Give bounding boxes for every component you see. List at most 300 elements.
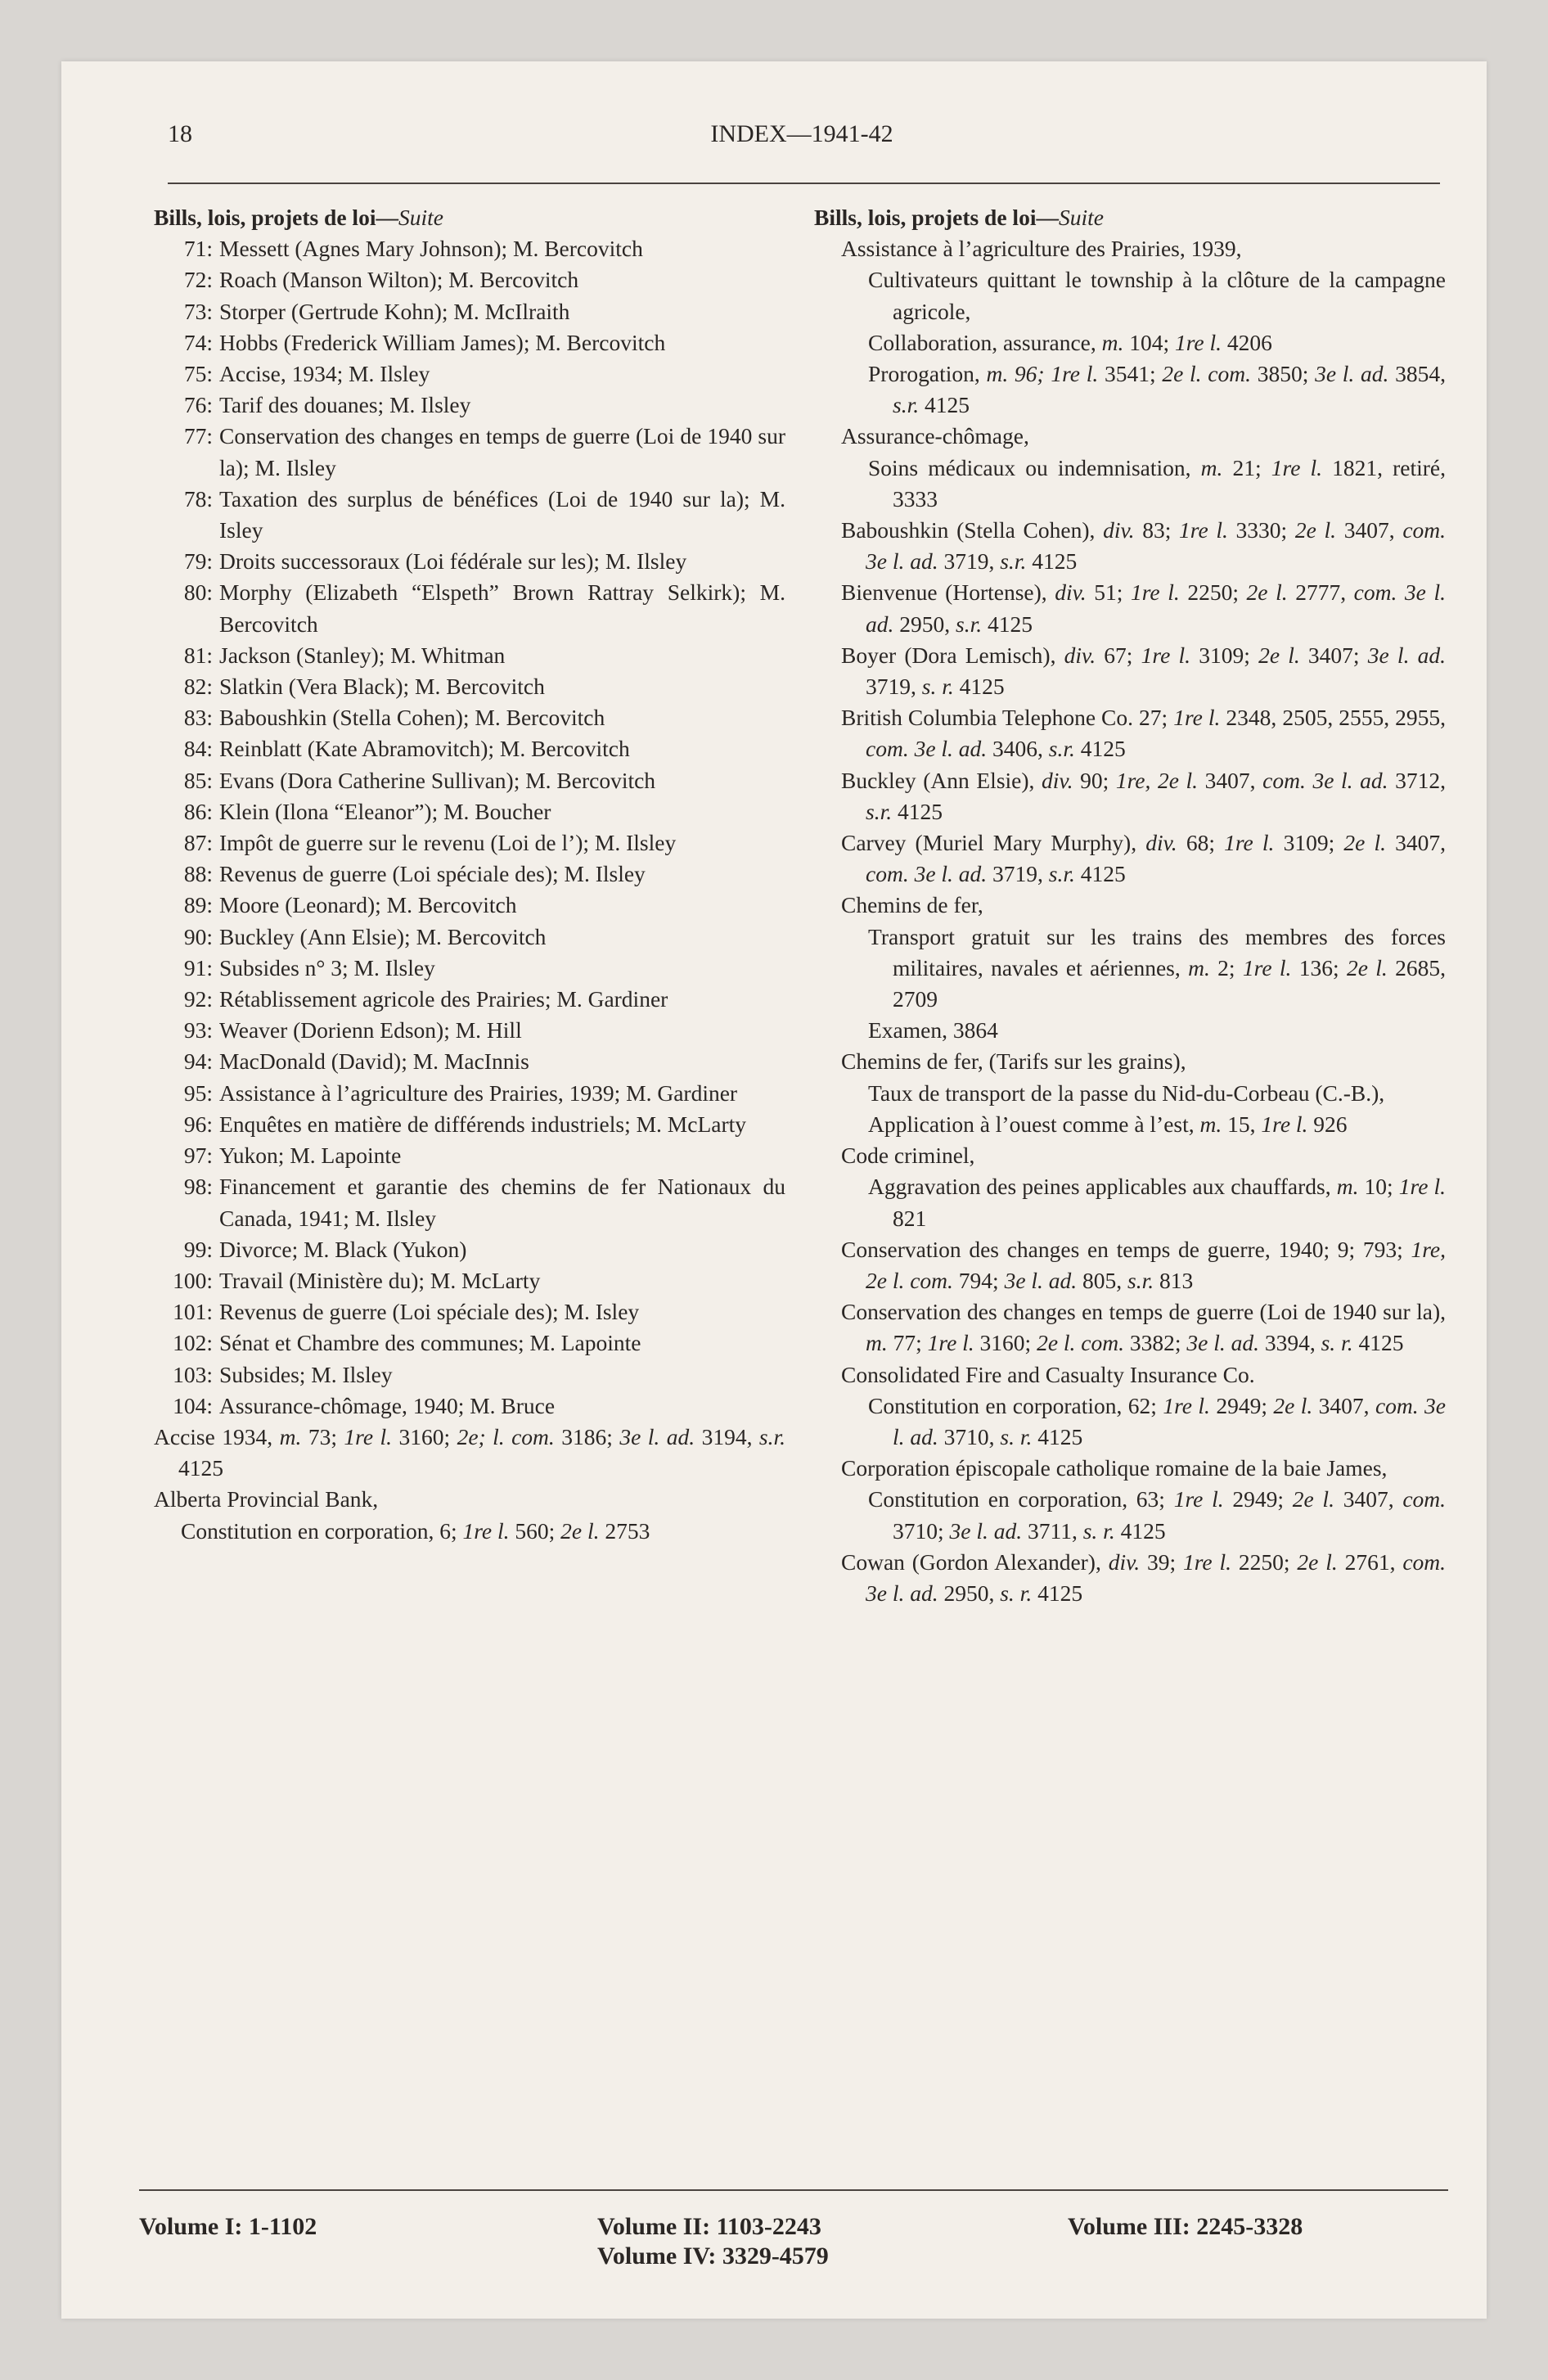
entry-text: 813	[1154, 1267, 1194, 1293]
entry-text: 3719,	[987, 861, 1049, 887]
entry-abbrev: 2e l.	[1343, 830, 1387, 856]
bill-title: Roach (Manson Wilton); M. Bercovitch	[219, 267, 579, 293]
entry-text: 2;	[1209, 954, 1243, 980]
entry-abbrev: 3e l. ad.	[1367, 642, 1447, 668]
entry-abbrev: 2e l.	[1246, 579, 1288, 606]
entry-abbrev: 2e l.	[1273, 1392, 1313, 1418]
bill-title: Subsides n° 3; M. Ilsley	[219, 954, 435, 980]
volume-4-range: Volume IV: 3329-4579	[597, 2243, 829, 2270]
entry-abbrev: s.r.	[956, 611, 983, 637]
bill-number: 72:	[183, 267, 213, 293]
index-entry	[868, 327, 1446, 358]
volume-1-range: Volume I: 1-1102	[139, 2213, 317, 2240]
entry-text: 3711,	[1022, 1517, 1083, 1544]
bill-entry	[154, 796, 785, 827]
index-entry	[841, 1453, 1446, 1484]
entry-abbrev: 2e l.	[1292, 1486, 1334, 1512]
bill-number: 95:	[183, 1080, 213, 1106]
entry-text: Assistance à l’agriculture des Prairies, 1939,	[841, 236, 1242, 262]
bill-title: Messett (Agnes Mary Johnson); M. Bercovitch	[219, 236, 643, 262]
bill-entry	[154, 859, 785, 890]
bill-title: Financement et garantie des chemins de fer Nationaux du Canada, 1941; M. Ilsley	[219, 1174, 785, 1231]
bill-entry	[154, 1109, 785, 1140]
entry-text: 2685, 2709	[893, 954, 1447, 1012]
bill-title: Slatkin (Vera Black); M. Bercovitch	[219, 674, 545, 700]
entry-abbrev: 1re l.	[927, 1330, 974, 1356]
bill-title: Reinblatt (Kate Abramovitch); M. Bercovitch	[219, 736, 630, 762]
bill-title: Enquêtes en matière de différends industriels; M. McLarty	[219, 1111, 747, 1137]
entry-abbrev: 3e l. ad.	[1315, 361, 1389, 387]
index-entry	[841, 640, 1446, 702]
bill-title: Jackson (Stanley); M. Whitman	[219, 642, 506, 668]
bill-title: MacDonald (David); M. MacInnis	[219, 1048, 529, 1075]
entry-text: 805,	[1077, 1267, 1128, 1293]
right-entry-list	[814, 233, 1446, 1609]
bill-number: 79:	[183, 548, 213, 575]
entry-text: Consolidated Fire and Casualty Insurance Co.	[841, 1361, 1255, 1387]
heading-suite: Suite	[1058, 205, 1104, 230]
index-entry	[841, 1296, 1446, 1359]
index-entry	[868, 1391, 1446, 1453]
bill-number: 90:	[183, 923, 213, 949]
heading-text: Bills, lois, projets de loi—	[814, 205, 1059, 230]
entry-text: 4125	[1074, 736, 1126, 762]
page-number: 18	[168, 120, 192, 147]
entry-abbrev: 1re l.	[1242, 954, 1292, 980]
bill-number: 98:	[183, 1174, 213, 1200]
index-entry	[868, 264, 1446, 327]
entry-text: 4125	[892, 798, 943, 824]
bill-number: 75:	[183, 361, 213, 387]
entry-text: 560;	[509, 1517, 561, 1544]
bill-number: 97:	[183, 1143, 213, 1169]
entry-abbrev: 1re l.	[1261, 1111, 1308, 1137]
entry-text: 4125	[982, 611, 1033, 637]
entry-abbrev: 3e l. ad.	[1004, 1267, 1078, 1293]
entry-text: 821	[893, 1205, 927, 1231]
entry-text: Chemins de fer,	[841, 892, 983, 918]
bill-number: 87:	[183, 830, 213, 856]
bill-entry	[154, 765, 785, 796]
entry-text: Assurance-chômage,	[841, 423, 1029, 449]
index-entry	[868, 1015, 1446, 1046]
entry-text: 3407,	[1386, 830, 1447, 856]
bill-number: 102:	[173, 1330, 213, 1356]
entry-abbrev: 1re l.	[1183, 1548, 1232, 1575]
bill-number: 103:	[173, 1361, 213, 1387]
entry-text: 3710;	[893, 1517, 950, 1544]
entry-abbrev: m.	[1200, 454, 1223, 480]
entry-text: 4125	[1114, 1517, 1166, 1544]
entry-text: 2777,	[1287, 579, 1354, 606]
index-entry	[868, 922, 1446, 1016]
entry-abbrev: s. r.	[1000, 1580, 1033, 1606]
entry-abbrev: 1re l.	[1271, 454, 1323, 480]
bill-number: 96:	[183, 1111, 213, 1137]
bill-title: Conservation des changes en temps de guerre (Loi de 1940 sur la); M. Ilsley	[219, 423, 785, 480]
bill-title: Moore (Leonard); M. Bercovitch	[219, 892, 517, 918]
entry-text: 21;	[1222, 454, 1271, 480]
entry-text: Alberta Provincial Bank,	[154, 1486, 379, 1512]
entry-text: British Columbia Telephone Co. 27;	[841, 705, 1174, 731]
entry-abbrev: s.r.	[1048, 736, 1075, 762]
entry-text: 3407,	[1334, 1486, 1403, 1512]
index-entry	[841, 1359, 1446, 1391]
bill-title: Rétablissement agricole des Prairies; M. Gardiner	[219, 986, 668, 1012]
entry-abbrev: m.	[1188, 954, 1210, 980]
bill-title: Tarif des douanes; M. Ilsley	[219, 392, 471, 418]
entry-abbrev: 2e l.	[1347, 954, 1388, 980]
entry-abbrev: s.r.	[893, 392, 920, 418]
left-column	[154, 202, 785, 1547]
bill-number: 74:	[183, 329, 213, 355]
index-entry	[841, 1547, 1446, 1609]
entry-text: 3406,	[987, 736, 1049, 762]
entry-abbrev: 2e l. com.	[1037, 1330, 1124, 1356]
bill-number: 86:	[183, 798, 213, 824]
entry-abbrev: 1re l.	[1173, 1486, 1224, 1512]
entry-text: 3719,	[866, 674, 922, 700]
bill-entry	[154, 1171, 785, 1233]
entry-text: 3407,	[1336, 517, 1403, 543]
bill-number: 85:	[183, 767, 213, 793]
entry-text: Examen, 3864	[868, 1017, 998, 1044]
entry-abbrev: s. r.	[1000, 1423, 1033, 1449]
entry-abbrev: s.r.	[1127, 1267, 1154, 1293]
bill-number: 83:	[183, 705, 213, 731]
entry-text: 15,	[1222, 1111, 1262, 1137]
entry-abbrev: com. 3e l. ad.	[866, 517, 1447, 575]
bill-number: 80:	[183, 579, 213, 606]
entry-text: 4125	[1032, 1423, 1083, 1449]
entry-abbrev: div.	[1064, 642, 1096, 668]
entry-abbrev: div.	[1055, 579, 1087, 606]
entry-text: Conservation des changes en temps de guerre, 1940; 9; 793;	[841, 1236, 1411, 1262]
entry-text: 2949;	[1223, 1486, 1293, 1512]
entry-text: 4125	[1074, 861, 1126, 887]
bill-number: 84:	[183, 736, 213, 762]
entry-abbrev: com.	[1402, 1486, 1447, 1512]
entry-text: 10;	[1358, 1174, 1399, 1200]
entry-text: Baboushkin (Stella Cohen),	[841, 517, 1104, 543]
entry-text: 3719,	[938, 548, 1001, 575]
bill-entry	[154, 1140, 785, 1171]
bill-entry	[154, 1046, 785, 1077]
bill-entry	[154, 264, 785, 295]
entry-text: Accise 1934,	[154, 1423, 280, 1449]
bill-number: 100:	[173, 1267, 213, 1293]
entry-text: 83;	[1134, 517, 1180, 543]
bill-entry	[154, 1327, 785, 1359]
entry-text: Prorogation,	[868, 361, 987, 387]
entry-text: 39;	[1140, 1548, 1183, 1575]
bill-number: 101:	[173, 1299, 213, 1325]
bill-title: Assurance-chômage, 1940; M. Bruce	[219, 1392, 556, 1418]
bill-number: 71:	[183, 236, 213, 262]
entry-abbrev: m.	[866, 1330, 888, 1356]
entry-abbrev: 1re l.	[1163, 1392, 1210, 1418]
bill-number: 89:	[183, 892, 213, 918]
bill-entry	[154, 1391, 785, 1422]
bill-number: 99:	[183, 1236, 213, 1262]
bill-entry	[154, 327, 785, 358]
entry-text: 4125	[178, 1455, 223, 1481]
entry-text: 4206	[1222, 329, 1272, 355]
entry-text: Bienvenue (Hortense),	[841, 579, 1055, 606]
bill-entry	[154, 702, 785, 733]
entry-abbrev: div.	[1145, 830, 1177, 856]
index-entry	[841, 233, 1446, 264]
entry-text: 3854,	[1388, 361, 1447, 387]
index-entry	[841, 1234, 1446, 1296]
entry-abbrev: 2e; l. com.	[457, 1423, 555, 1449]
entry-abbrev: 3e l. ad.	[949, 1517, 1023, 1544]
bill-entry	[154, 1359, 785, 1391]
entry-text: Constitution en corporation, 63;	[868, 1486, 1174, 1512]
entry-text: 926	[1307, 1111, 1348, 1137]
bill-entry	[154, 358, 785, 390]
bill-number: 92:	[183, 986, 213, 1012]
entry-text: Carvey (Muriel Mary Murphy),	[841, 830, 1146, 856]
bill-entry	[154, 1078, 785, 1109]
entry-abbrev: com. 3e l. ad.	[866, 861, 988, 887]
index-entry	[841, 1046, 1446, 1077]
volume-2-range: Volume II: 1103-2243	[597, 2213, 821, 2240]
bill-number: 78:	[183, 485, 213, 512]
entry-text: 77;	[887, 1330, 928, 1356]
bill-title: Accise, 1934; M. Ilsley	[219, 361, 430, 387]
bill-title: Travail (Ministère du); M. McLarty	[219, 1267, 541, 1293]
heading-text: Bills, lois, projets de loi—	[154, 205, 398, 230]
index-entry	[868, 1171, 1446, 1233]
entry-abbrev: s.r.	[866, 798, 893, 824]
bill-title: Assistance à l’agriculture des Prairies, 1939; M. Gardiner	[219, 1080, 738, 1106]
volume-3-range: Volume III: 2245-3328	[1068, 2213, 1303, 2240]
entry-text: Corporation épiscopale catholique romaine de la baie James,	[841, 1455, 1388, 1481]
entry-abbrev: 2e l. com.	[1162, 361, 1251, 387]
entry-text: 2950,	[938, 1580, 1001, 1606]
entry-text: Cowan (Gordon Alexander),	[841, 1548, 1109, 1575]
bill-number: 94:	[183, 1048, 213, 1075]
entry-text: Soins médicaux ou indemnisation,	[868, 454, 1201, 480]
bill-number: 81:	[183, 642, 213, 668]
entry-text: 3160;	[974, 1330, 1037, 1356]
entry-text: 3109;	[1190, 642, 1259, 668]
bill-entry	[154, 421, 785, 483]
entry-abbrev: 1re l.	[1179, 517, 1228, 543]
bill-entry	[154, 577, 785, 639]
index-entry	[841, 515, 1446, 577]
bill-entry	[154, 1234, 785, 1265]
entry-abbrev: s.r.	[1048, 861, 1075, 887]
bill-number: 76:	[183, 392, 213, 418]
entry-abbrev: com. 3e l. ad.	[1262, 767, 1388, 793]
entry-text: 3407;	[1299, 642, 1368, 668]
bill-list	[154, 233, 785, 1422]
bill-title: Baboushkin (Stella Cohen); M. Bercovitch	[219, 705, 605, 731]
bill-entry	[154, 827, 785, 859]
index-entry	[841, 1140, 1446, 1171]
bill-entry	[154, 890, 785, 921]
entry-abbrev: s.r.	[1000, 548, 1027, 575]
entry-text: Buckley (Ann Elsie),	[841, 767, 1042, 793]
bill-title: Yukon; M. Lapointe	[219, 1143, 402, 1169]
index-entry	[841, 765, 1446, 827]
bill-title: Storper (Gertrude Kohn); M. McIlraith	[219, 298, 570, 324]
entry-text: 3394,	[1258, 1330, 1321, 1356]
entry-abbrev: 1re l.	[1141, 642, 1191, 668]
bill-title: Weaver (Dorienn Edson); M. Hill	[219, 1017, 522, 1044]
entry-text: Conservation des changes en temps de guerre (Loi de 1940 sur la),	[841, 1299, 1446, 1325]
index-entry	[154, 1422, 785, 1484]
index-entry	[841, 827, 1446, 890]
entry-text: 3330;	[1227, 517, 1295, 543]
entry-text: 2250;	[1231, 1548, 1298, 1575]
left-entry-list	[154, 1422, 785, 1547]
page-header	[168, 120, 1436, 153]
entry-abbrev: 1re l.	[1130, 579, 1180, 606]
entry-text: Chemins de fer, (Tarifs sur les grains),	[841, 1048, 1186, 1075]
entry-abbrev: com. 3e l. ad.	[893, 1392, 1447, 1449]
entry-text: 2761,	[1337, 1548, 1403, 1575]
entry-text: 2949;	[1209, 1392, 1274, 1418]
entry-abbrev: com. 3e l. ad.	[866, 1548, 1447, 1606]
right-column	[814, 202, 1446, 1609]
entry-abbrev: s. r.	[921, 674, 954, 700]
bill-entry	[154, 1296, 785, 1327]
entry-abbrev: 1re, 2e l. com.	[866, 1236, 1446, 1293]
entry-text: 3407,	[1312, 1392, 1375, 1418]
entry-abbrev: 1re l.	[1173, 705, 1221, 731]
bill-entry	[154, 296, 785, 327]
bill-entry	[154, 671, 785, 702]
entry-text: Code criminel,	[841, 1143, 975, 1169]
entry-text: 3850;	[1250, 361, 1316, 387]
entry-abbrev: div.	[1103, 517, 1135, 543]
entry-text: 3382;	[1123, 1330, 1187, 1356]
entry-abbrev: div.	[1042, 767, 1073, 793]
bill-title: Revenus de guerre (Loi spéciale des); M. Isley	[219, 1299, 640, 1325]
bill-title: Klein (Ilona “Eleanor”); M. Boucher	[219, 798, 551, 824]
entry-abbrev: m.	[1101, 329, 1124, 355]
index-entry	[868, 453, 1446, 515]
entry-text: 3109;	[1274, 830, 1344, 856]
index-entry	[841, 890, 1446, 921]
index-entry	[841, 577, 1446, 639]
entry-text: 4125	[919, 392, 970, 418]
entry-text: 794;	[952, 1267, 1005, 1293]
entry-text: 4125	[1026, 548, 1078, 575]
entry-abbrev: 1re l.	[1398, 1174, 1447, 1200]
header-rule	[168, 183, 1440, 184]
index-entry	[181, 1516, 785, 1547]
bill-entry	[154, 640, 785, 671]
entry-abbrev: 2e l.	[1294, 517, 1337, 543]
bill-number: 73:	[183, 298, 213, 324]
entry-text: Transport gratuit sur les trains des membres des forces militaires, navales et aériennes,	[868, 923, 1446, 980]
bill-title: Hobbs (Frederick William James); M. Bercovitch	[219, 329, 666, 355]
index-entry	[868, 1078, 1446, 1109]
entry-abbrev: 1re l.	[462, 1517, 510, 1544]
bill-entry	[154, 733, 785, 764]
bill-number: 88:	[183, 861, 213, 887]
entry-abbrev: s.r.	[758, 1423, 785, 1449]
index-entry	[841, 702, 1446, 764]
entry-abbrev: div.	[1108, 1548, 1141, 1575]
index-entry	[868, 358, 1446, 421]
entry-text: 2950,	[893, 611, 956, 637]
entry-text: 2250;	[1179, 579, 1247, 606]
running-title: INDEX—1941-42	[710, 120, 893, 147]
entry-text: 68;	[1177, 830, 1225, 856]
entry-abbrev: s. r.	[1321, 1330, 1353, 1356]
entry-abbrev: m.	[1199, 1111, 1222, 1137]
entry-abbrev: com. 3e l. ad.	[866, 736, 988, 762]
entry-abbrev: 1re l.	[1224, 830, 1275, 856]
entry-text: 4125	[953, 674, 1005, 700]
bill-title: Taxation des surplus de bénéfices (Loi de 1940 sur la); M. Isley	[219, 485, 785, 543]
entry-text: Cultivateurs quittant le township à la clôture de la campagne agricole,	[868, 267, 1446, 324]
entry-text: 3194,	[695, 1423, 759, 1449]
index-entry	[154, 1484, 785, 1515]
entry-text: 73;	[301, 1423, 344, 1449]
bill-title: Revenus de guerre (Loi spéciale des); M. Ilsley	[219, 861, 646, 887]
bill-title: Divorce; M. Black (Yukon)	[219, 1236, 467, 1262]
entry-abbrev: 3e l. ad.	[619, 1423, 695, 1449]
entry-text: 104;	[1123, 329, 1175, 355]
entry-text: Aggravation des peines applicables aux chauffards,	[868, 1174, 1337, 1200]
left-column-heading	[154, 202, 785, 233]
entry-text: Constitution en corporation, 62;	[868, 1392, 1163, 1418]
right-column-heading	[814, 202, 1446, 233]
entry-abbrev: 3e l. ad.	[1186, 1330, 1259, 1356]
entry-text: Application à l’ouest comme à l’est,	[868, 1111, 1200, 1137]
heading-suite: Suite	[398, 205, 443, 230]
entry-text: 51;	[1086, 579, 1131, 606]
bill-number: 91:	[183, 954, 213, 980]
bill-number: 77:	[183, 423, 213, 449]
entry-text: 3541;	[1098, 361, 1163, 387]
entry-text: Taux de transport de la passe du Nid-du-Corbeau (C.-B.),	[868, 1080, 1385, 1106]
entry-abbrev: 2e l.	[1297, 1548, 1338, 1575]
bill-entry	[154, 546, 785, 577]
entry-text: 3160;	[392, 1423, 457, 1449]
bill-number: 93:	[183, 1017, 213, 1044]
entry-abbrev: m. 96; 1re l.	[986, 361, 1099, 387]
entry-text: 4125	[1352, 1330, 1404, 1356]
bill-entry	[154, 484, 785, 546]
entry-abbrev: 1re l.	[1175, 329, 1222, 355]
index-entry	[868, 1484, 1446, 1546]
bill-title: Morphy (Elizabeth “Elspeth” Brown Rattray Selkirk); M. Bercovitch	[219, 579, 785, 637]
entry-abbrev: com. 3e l. ad.	[866, 579, 1446, 637]
entry-text: Constitution en corporation, 6;	[181, 1517, 463, 1544]
entry-abbrev: 1re, 2e l.	[1115, 767, 1199, 793]
bill-entry	[154, 984, 785, 1015]
bill-title: Subsides; M. Ilsley	[219, 1361, 393, 1387]
entry-text: 2348, 2505, 2555, 2955,	[1220, 705, 1447, 731]
entry-text: 3710,	[938, 1423, 1001, 1449]
bill-entry	[154, 1015, 785, 1046]
entry-text: 4125	[1032, 1580, 1083, 1606]
entry-text: Collaboration, assurance,	[868, 329, 1102, 355]
entry-text: 67;	[1096, 642, 1141, 668]
entry-abbrev: m.	[1336, 1174, 1359, 1200]
bill-title: Evans (Dora Catherine Sullivan); M. Bercovitch	[219, 767, 656, 793]
bill-entry	[154, 390, 785, 421]
bill-entry	[154, 922, 785, 953]
bill-entry	[154, 233, 785, 264]
